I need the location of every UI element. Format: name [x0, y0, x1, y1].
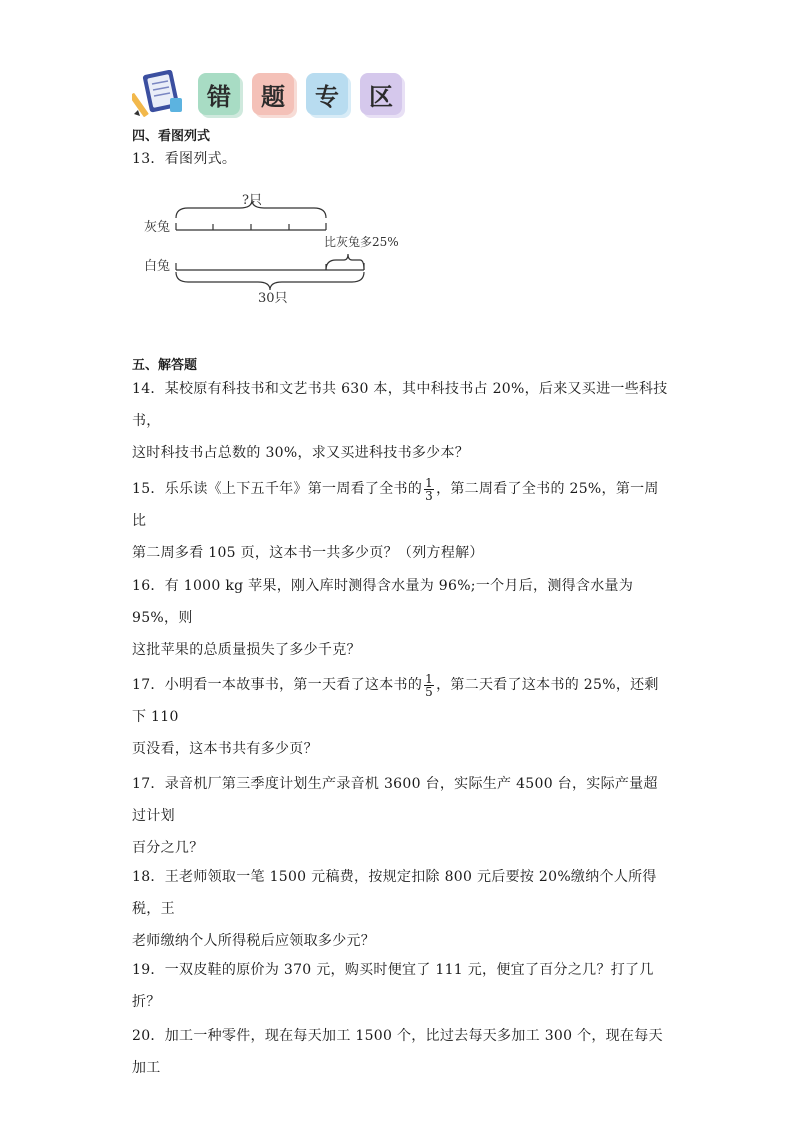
notebook-pencil-icon: [132, 70, 190, 118]
total-count-label: 30只: [258, 291, 288, 306]
rabbit-line-diagram: [140, 186, 420, 308]
fraction-one-fifth: $\frac{1}{5}$: [425, 671, 434, 699]
gray-rabbit-label: 灰兔: [144, 220, 171, 235]
question-17b-line-1: 17．录音机厂第三季度计划生产录音机 3600 台，实际生产 4500 台，实际产量超过计划: [132, 776, 658, 824]
extra-part-brace: [326, 254, 364, 270]
banner-char-2: 题: [252, 73, 294, 115]
question-17b: [132, 768, 672, 864]
question-15-line-2: 第二周多看 105 页，这本书一共多少页？（列方程解）: [132, 545, 484, 561]
question-19: [132, 954, 672, 1018]
question-18: [132, 861, 672, 957]
question-13: 13．看图列式。: [132, 151, 237, 167]
section-4-title: 四、看图列式: [132, 129, 211, 144]
question-19-line-1: 19．一双皮鞋的原价为 370 元，购买时便宜了 111 元，便宜了百分之几？打了几折？: [132, 962, 654, 1010]
question-16-line-1: 16．有 1000 kg 苹果，刚入库时测得含水量为 96%;一个月后，测得含水量为 95%，则: [132, 578, 634, 626]
question-15-line-1: 15．乐乐读《上下五千年》第一周看了全书的 $\frac{1}{3}$ ，第二周看了全书的 25%，第一周比: [132, 475, 659, 529]
white-rabbit-label: 白兔: [144, 259, 171, 274]
total-brace: [176, 272, 364, 290]
question-20: [132, 1020, 672, 1084]
section-5-title: 五、解答题: [132, 358, 198, 373]
question-18-line-1: 18．王老师领取一笔 1500 元稿费，按规定扣除 800 元后要按 20%缴纳个人所得税，王: [132, 869, 657, 917]
question-17a-line-1: 17．小明看一本故事书，第一天看了这本书的 $\frac{1}{5}$ ，第二天看了这本书的 25%，还剩下 110: [132, 671, 659, 725]
question-16: [132, 570, 672, 666]
question-20-line-1: 20．加工一种零件，现在每天加工 1500 个，比过去每天多加工 300 个，现在每天加工: [132, 1028, 663, 1076]
gray-rabbit-brace: [176, 200, 326, 218]
question-17a-line-2: 页没看，这本书共有多少页？: [132, 741, 318, 757]
banner-char-1: 错: [198, 73, 240, 115]
unknown-count-label: ?只: [242, 193, 262, 208]
banner-char-4: 区: [360, 73, 402, 115]
wrong-questions-banner: [132, 64, 402, 120]
question-17b-line-2: 百分之几？: [132, 840, 204, 856]
fraction-one-third: $\frac{1}{3}$: [425, 475, 434, 503]
question-18-line-2: 老师缴纳个人所得税后应领取多少元？: [132, 933, 376, 949]
question-15: [132, 473, 672, 569]
banner-char-3: 专: [306, 73, 348, 115]
question-17a: [132, 669, 672, 765]
question-16-line-2: 这批苹果的总质量损失了多少千克？: [132, 642, 361, 658]
more-percent-label: 比灰兔多25%: [324, 235, 399, 249]
question-14-line-2: 这时科技书占总数的 30%，求又买进科技书多少本？: [132, 445, 470, 461]
question-14: [132, 373, 672, 469]
question-14-line-1: 14．某校原有科技书和文艺书共 630 本，其中科技书占 20%，后来又买进一些科技书，: [132, 381, 668, 429]
